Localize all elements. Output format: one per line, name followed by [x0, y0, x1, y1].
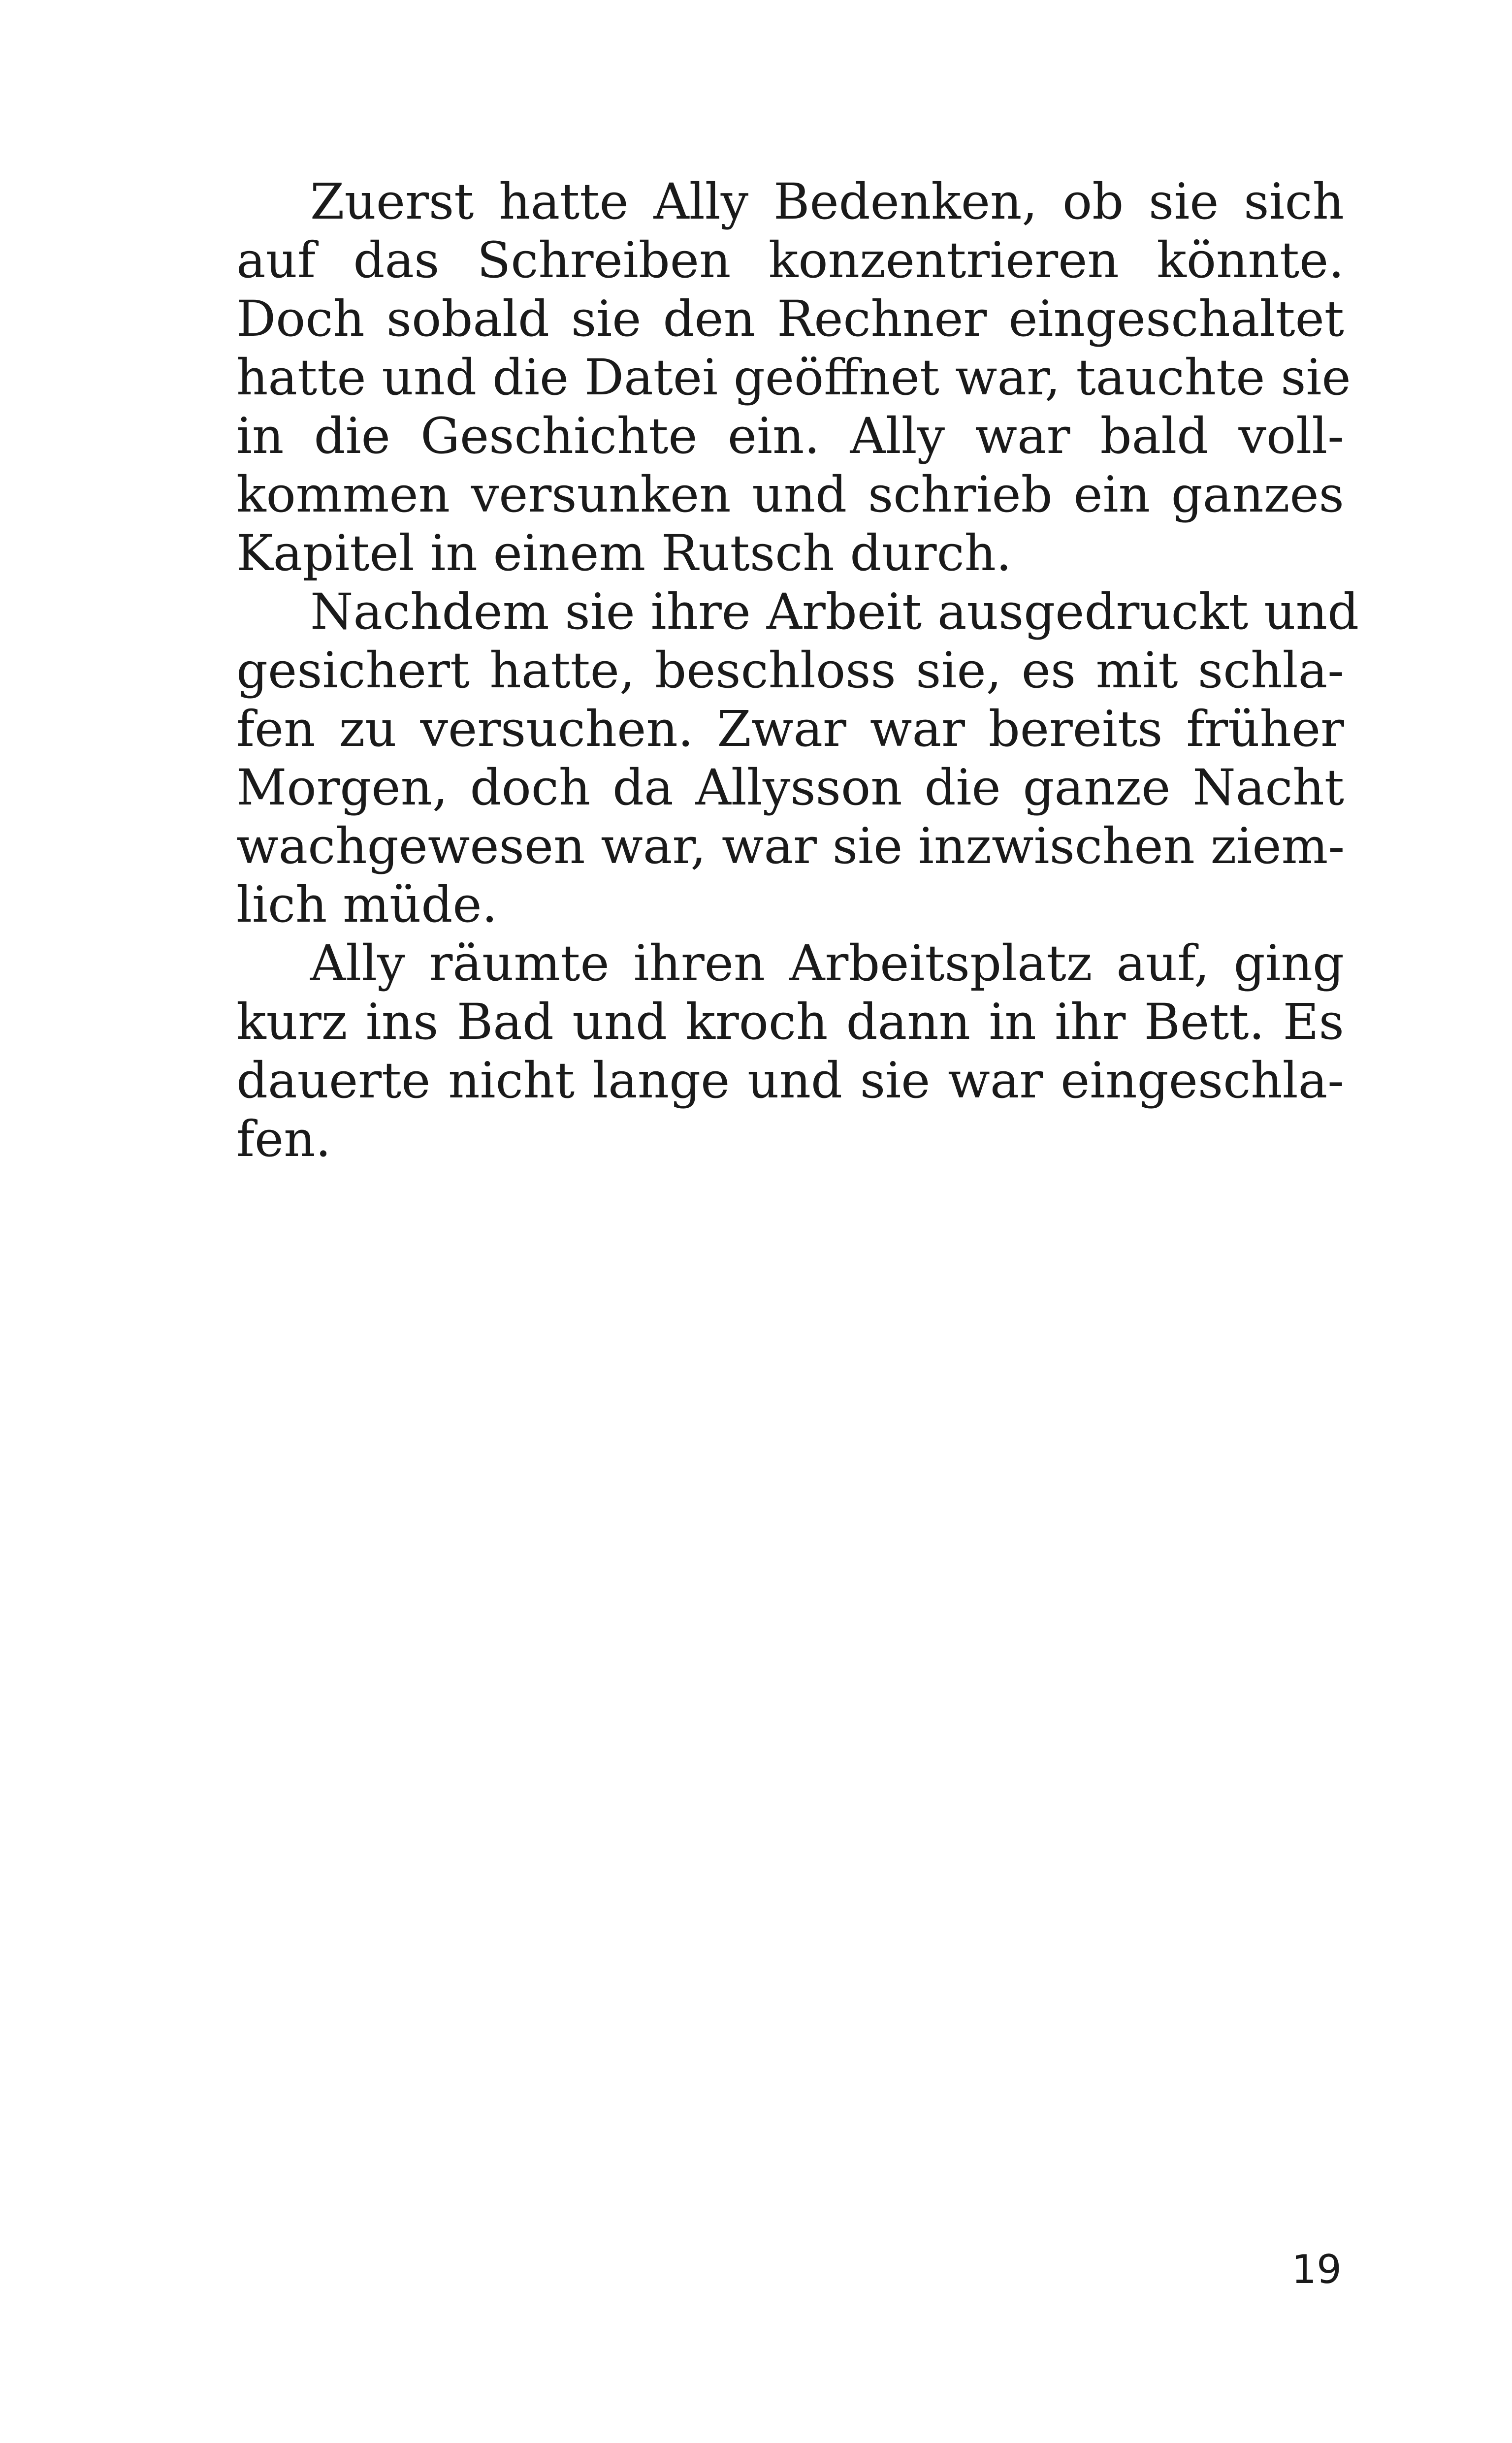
paragraph-1-line-5: in die Geschichte ein. Ally war bald voll-	[236, 407, 1344, 465]
paragraph-1-line-1: Zuerst hatte Ally Bedenken, ob sie sich	[310, 173, 1344, 230]
paragraph-2-line-5: wachgewesen war, war sie inzwischen ziem-	[236, 817, 1345, 875]
paragraph-2-line-6: lich müde.	[236, 876, 498, 933]
paragraph-1-line-2: auf das Schreiben konzentrieren könnte.	[236, 231, 1344, 289]
paragraph-1-line-6: kommen versunken und schrieb ein ganzes	[236, 466, 1344, 523]
paragraph-3-line-3: dauerte nicht lange und sie war eingeschla-	[236, 1052, 1344, 1109]
paragraph-1-line-7: Kapitel in einem Rutsch durch.	[236, 524, 1012, 582]
paragraph-2-line-1: Nachdem sie ihre Arbeit ausgedruckt und	[310, 583, 1359, 641]
paragraph-1-line-3: Doch sobald sie den Rechner eingeschaltet	[236, 290, 1344, 348]
paragraph-1-line-4: hatte und die Datei geöffnet war, tauchte sie	[236, 349, 1351, 406]
body-text	[236, 172, 1359, 1168]
paragraph-3-line-1: Ally räumte ihren Arbeitsplatz auf, ging	[310, 934, 1344, 992]
paragraph-3-line-4: fen.	[236, 1110, 331, 1168]
page-number: 19	[1291, 2247, 1342, 2292]
paragraph-2-line-2: gesichert hatte, beschloss sie, es mit schla-	[236, 642, 1344, 699]
paragraph-2-line-3: fen zu versuchen. Zwar war bereits früher	[236, 700, 1344, 758]
paragraph-2-line-4: Morgen, doch da Allysson die ganze Nacht	[236, 759, 1344, 816]
paragraph-3-line-2: kurz ins Bad und kroch dann in ihr Bett. Es	[236, 993, 1344, 1051]
